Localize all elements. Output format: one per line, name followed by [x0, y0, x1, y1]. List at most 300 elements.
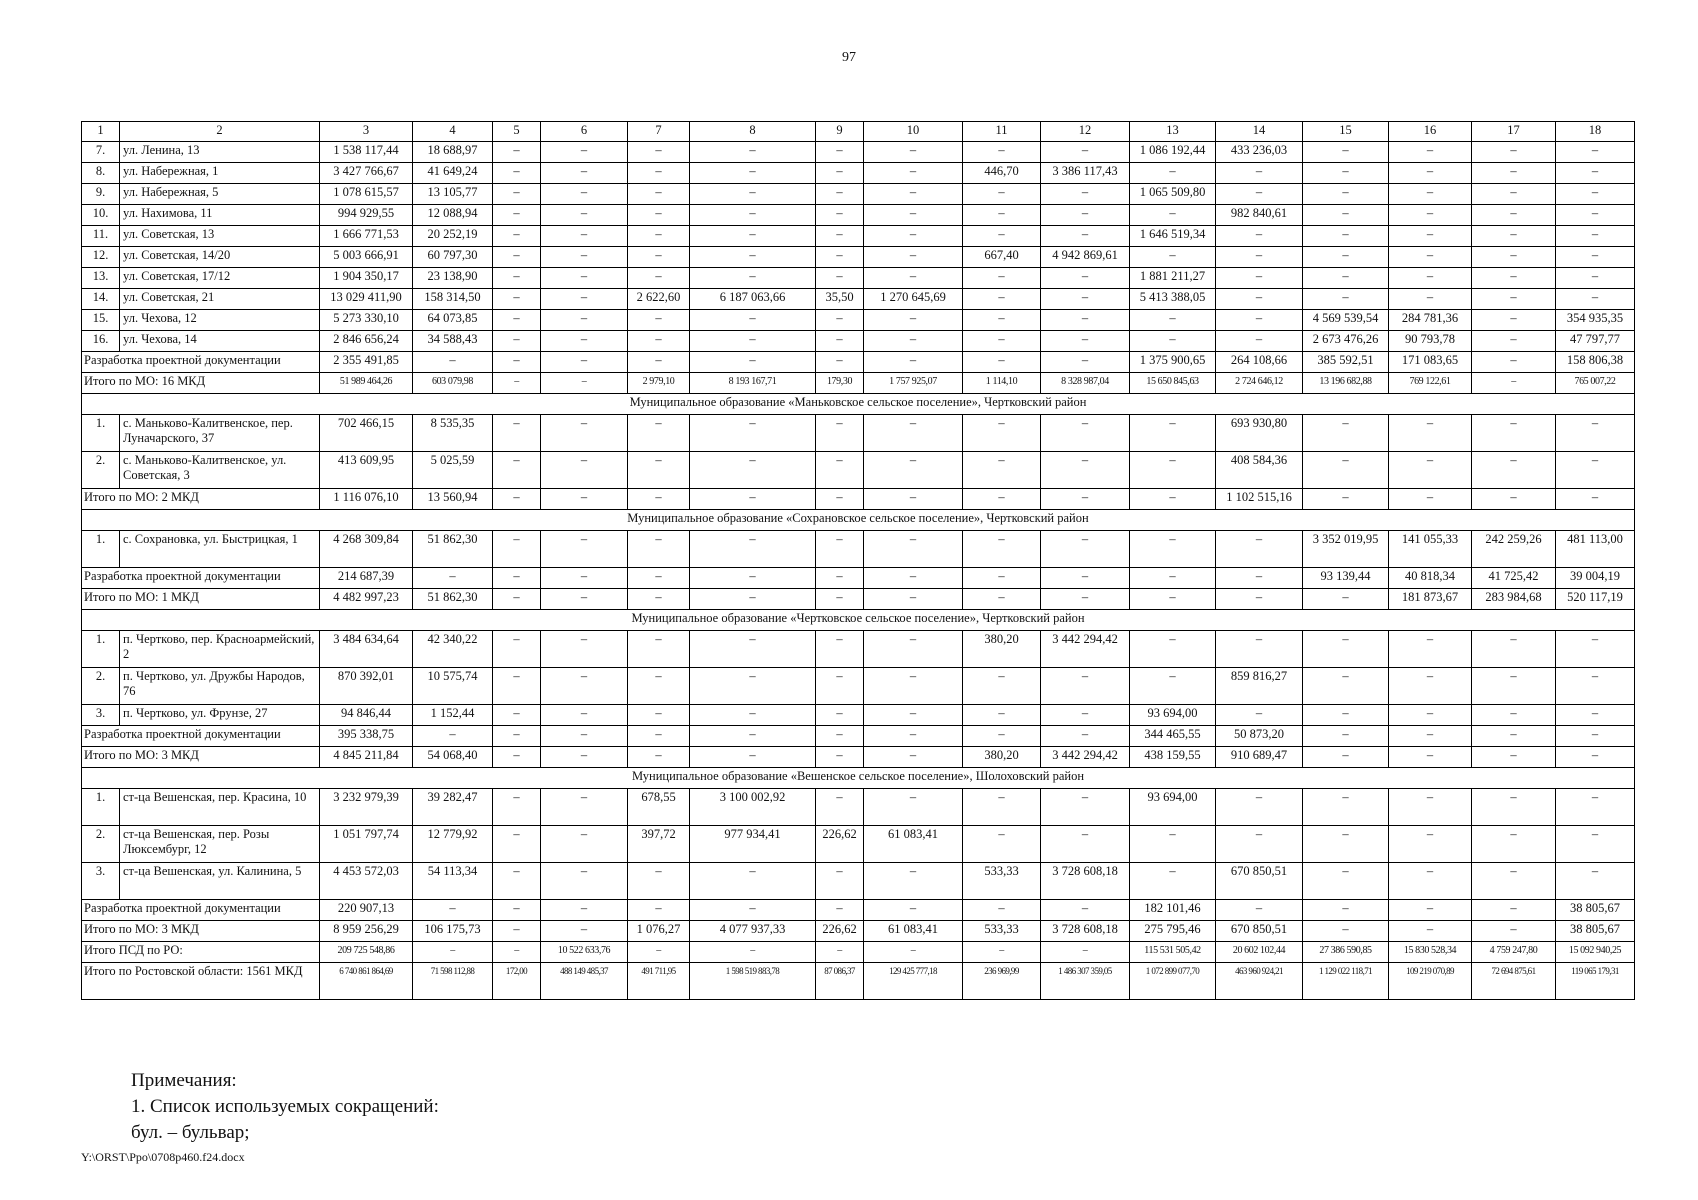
column-number-header: 10	[864, 122, 963, 142]
total-row	[82, 589, 1635, 610]
value-cell: –	[1303, 789, 1389, 826]
column-number-header: 5	[493, 122, 541, 142]
value-cell: 54 068,40	[413, 747, 493, 768]
value-cell: 275 795,46	[1130, 921, 1216, 942]
value-cell: 1 757 925,07	[864, 373, 963, 394]
value-cell: –	[541, 289, 628, 310]
value-cell: –	[1130, 589, 1216, 610]
value-cell: 23 138,90	[413, 268, 493, 289]
address-cell: ул. Советская, 14/20	[120, 247, 320, 268]
value-cell: –	[541, 310, 628, 331]
table-row	[82, 863, 1635, 900]
value-cell: –	[963, 268, 1041, 289]
table-row	[82, 184, 1635, 205]
value-cell: –	[1041, 900, 1130, 921]
value-cell: 27 386 590,85	[1303, 942, 1389, 963]
value-cell: –	[1472, 705, 1556, 726]
total-label: Разработка проектной документации	[82, 900, 320, 921]
section-title: Муниципальное образование «Маньковское сельское поселение», Чертковский район	[82, 394, 1635, 415]
value-cell: 64 073,85	[413, 310, 493, 331]
value-cell: –	[493, 726, 541, 747]
value-cell: –	[1556, 142, 1635, 163]
value-cell: –	[1041, 726, 1130, 747]
value-cell: 106 175,73	[413, 921, 493, 942]
value-cell: –	[1303, 863, 1389, 900]
value-cell: 520 117,19	[1556, 589, 1635, 610]
value-cell: 61 083,41	[864, 921, 963, 942]
value-cell: –	[628, 205, 690, 226]
value-cell: 2 673 476,26	[1303, 331, 1389, 352]
value-cell: –	[963, 289, 1041, 310]
value-cell: –	[1556, 863, 1635, 900]
value-cell: 3 442 294,42	[1041, 631, 1130, 668]
value-cell: –	[493, 531, 541, 568]
value-cell: 1 076,27	[628, 921, 690, 942]
value-cell: –	[816, 310, 864, 331]
column-number-header: 18	[1556, 122, 1635, 142]
value-cell: –	[1216, 331, 1303, 352]
value-cell: –	[963, 310, 1041, 331]
value-cell: –	[690, 900, 816, 921]
value-cell: 380,20	[963, 747, 1041, 768]
value-cell: –	[864, 631, 963, 668]
value-cell: –	[1556, 705, 1635, 726]
value-cell: –	[1216, 568, 1303, 589]
value-cell: –	[963, 942, 1041, 963]
value-cell: –	[628, 726, 690, 747]
value-cell: –	[1041, 589, 1130, 610]
value-cell: 35,50	[816, 289, 864, 310]
value-cell: –	[1216, 900, 1303, 921]
value-cell: 72 694 875,61	[1472, 963, 1556, 1000]
value-cell: 13 196 682,88	[1303, 373, 1389, 394]
total-row	[82, 489, 1635, 510]
value-cell: 408 584,36	[1216, 452, 1303, 489]
value-cell: –	[1130, 415, 1216, 452]
row-number: 2.	[82, 826, 120, 863]
value-cell: 109 219 070,89	[1389, 963, 1472, 1000]
value-cell: 994 929,55	[320, 205, 413, 226]
table-row	[82, 705, 1635, 726]
address-cell: ул. Чехова, 14	[120, 331, 320, 352]
value-cell: –	[628, 589, 690, 610]
address-cell: п. Чертково, ул. Фрунзе, 27	[120, 705, 320, 726]
value-cell: –	[541, 668, 628, 705]
value-cell: –	[541, 789, 628, 826]
value-cell: 395 338,75	[320, 726, 413, 747]
value-cell: 3 442 294,42	[1041, 747, 1130, 768]
value-cell: 380,20	[963, 631, 1041, 668]
value-cell: –	[864, 531, 963, 568]
value-cell: –	[493, 863, 541, 900]
value-cell: –	[1041, 826, 1130, 863]
value-cell: –	[541, 589, 628, 610]
value-cell: –	[864, 226, 963, 247]
value-cell: 1 598 519 883,78	[690, 963, 816, 1000]
address-cell: п. Чертково, пер. Красноармейский, 2	[120, 631, 320, 668]
value-cell: –	[864, 184, 963, 205]
footer-file-path: Y:\ORST\Ppo\0708p460.f24.docx	[81, 1150, 245, 1164]
value-cell: 1 102 515,16	[1216, 489, 1303, 510]
value-cell: 13 560,94	[413, 489, 493, 510]
value-cell: –	[1130, 489, 1216, 510]
value-cell: –	[690, 531, 816, 568]
value-cell: –	[1556, 268, 1635, 289]
row-number: 2.	[82, 452, 120, 489]
value-cell: –	[1389, 289, 1472, 310]
value-cell: –	[1472, 289, 1556, 310]
value-cell: –	[1303, 142, 1389, 163]
value-cell: –	[963, 205, 1041, 226]
value-cell: –	[493, 942, 541, 963]
section-header-row	[82, 394, 1635, 415]
value-cell: –	[864, 310, 963, 331]
value-cell: –	[1303, 826, 1389, 863]
value-cell: –	[1389, 826, 1472, 863]
value-cell: –	[493, 589, 541, 610]
value-cell: 90 793,78	[1389, 331, 1472, 352]
address-cell: ст-ца Вешенская, ул. Калинина, 5	[120, 863, 320, 900]
value-cell: –	[1216, 789, 1303, 826]
value-cell: 4 453 572,03	[320, 863, 413, 900]
value-cell: –	[963, 826, 1041, 863]
value-cell: –	[690, 184, 816, 205]
value-cell: –	[963, 352, 1041, 373]
value-cell: –	[1556, 205, 1635, 226]
total-row	[82, 726, 1635, 747]
value-cell: 94 846,44	[320, 705, 413, 726]
value-cell: 61 083,41	[864, 826, 963, 863]
value-cell: 226,62	[816, 826, 864, 863]
value-cell: 115 531 505,42	[1130, 942, 1216, 963]
value-cell: –	[1216, 289, 1303, 310]
value-cell: 39 282,47	[413, 789, 493, 826]
value-cell: 13 029 411,90	[320, 289, 413, 310]
value-cell: –	[493, 142, 541, 163]
value-cell: –	[541, 373, 628, 394]
total-row	[82, 900, 1635, 921]
value-cell: 181 873,67	[1389, 589, 1472, 610]
value-cell: –	[1041, 268, 1130, 289]
value-cell: 10 522 633,76	[541, 942, 628, 963]
table-row	[82, 226, 1635, 247]
value-cell: –	[493, 826, 541, 863]
section-title: Муниципальное образование «Сохрановское сельское поселение», Чертковский район	[82, 510, 1635, 531]
value-cell: 4 077 937,33	[690, 921, 816, 942]
value-cell: –	[690, 247, 816, 268]
value-cell: –	[1472, 921, 1556, 942]
value-cell: –	[493, 184, 541, 205]
value-cell: –	[816, 452, 864, 489]
value-cell: 8 328 987,04	[1041, 373, 1130, 394]
address-cell: ул. Нахимова, 11	[120, 205, 320, 226]
value-cell: –	[628, 631, 690, 668]
value-cell: 2 979,10	[628, 373, 690, 394]
value-cell: –	[864, 205, 963, 226]
value-cell: –	[541, 489, 628, 510]
value-cell: 4 482 997,23	[320, 589, 413, 610]
value-cell: –	[1041, 942, 1130, 963]
total-row	[82, 352, 1635, 373]
value-cell: –	[1389, 489, 1472, 510]
row-number: 16.	[82, 331, 120, 352]
value-cell: –	[628, 226, 690, 247]
value-cell: 603 079,98	[413, 373, 493, 394]
value-cell: 41 725,42	[1472, 568, 1556, 589]
value-cell: 8 193 167,71	[690, 373, 816, 394]
value-cell: –	[1303, 747, 1389, 768]
row-number: 3.	[82, 863, 120, 900]
value-cell: –	[1472, 668, 1556, 705]
value-cell: –	[864, 452, 963, 489]
total-label: Итого по МО: 16 МКД	[82, 373, 320, 394]
value-cell: 397,72	[628, 826, 690, 863]
value-cell: –	[690, 863, 816, 900]
value-cell: –	[1472, 226, 1556, 247]
notes-line-boulevard: бул. – бульвар;	[131, 1122, 250, 1143]
column-number-header: 4	[413, 122, 493, 142]
value-cell: –	[816, 268, 864, 289]
value-cell: 385 592,51	[1303, 352, 1389, 373]
value-cell: –	[864, 568, 963, 589]
section-title: Муниципальное образование «Вешенское сельское поселение», Шолоховский район	[82, 768, 1635, 789]
value-cell: –	[816, 247, 864, 268]
value-cell: –	[963, 226, 1041, 247]
value-cell: 283 984,68	[1472, 589, 1556, 610]
value-cell: –	[864, 142, 963, 163]
value-cell: –	[1130, 310, 1216, 331]
value-cell: –	[690, 226, 816, 247]
value-cell: 870 392,01	[320, 668, 413, 705]
value-cell: –	[816, 142, 864, 163]
value-cell: –	[1130, 452, 1216, 489]
value-cell: –	[1472, 268, 1556, 289]
value-cell: –	[1130, 247, 1216, 268]
column-number-header-row	[82, 122, 1635, 142]
value-cell: 4 942 869,61	[1041, 247, 1130, 268]
value-cell: 179,30	[816, 373, 864, 394]
value-cell: –	[541, 268, 628, 289]
value-cell: –	[963, 568, 1041, 589]
value-cell: 1 881 211,27	[1130, 268, 1216, 289]
row-number: 8.	[82, 163, 120, 184]
value-cell: –	[1303, 289, 1389, 310]
value-cell: –	[1303, 631, 1389, 668]
value-cell: –	[493, 268, 541, 289]
value-cell: 2 724 646,12	[1216, 373, 1303, 394]
value-cell: 463 960 924,21	[1216, 963, 1303, 1000]
value-cell: 54 113,34	[413, 863, 493, 900]
value-cell: –	[1472, 489, 1556, 510]
value-cell: –	[816, 226, 864, 247]
value-cell: 2 355 491,85	[320, 352, 413, 373]
row-number: 9.	[82, 184, 120, 205]
value-cell: –	[690, 205, 816, 226]
value-cell: –	[628, 452, 690, 489]
value-cell: –	[690, 568, 816, 589]
value-cell: –	[1041, 205, 1130, 226]
value-cell: 702 466,15	[320, 415, 413, 452]
row-number: 14.	[82, 289, 120, 310]
value-cell: 1 051 797,74	[320, 826, 413, 863]
value-cell: –	[963, 705, 1041, 726]
value-cell: –	[541, 184, 628, 205]
value-cell: –	[493, 568, 541, 589]
value-cell: –	[628, 568, 690, 589]
value-cell: –	[1303, 247, 1389, 268]
value-cell: –	[1041, 289, 1130, 310]
value-cell: –	[493, 789, 541, 826]
total-label: Разработка проектной документации	[82, 568, 320, 589]
value-cell: –	[1389, 705, 1472, 726]
value-cell: 12 779,92	[413, 826, 493, 863]
value-cell: –	[864, 747, 963, 768]
value-cell: 4 845 211,84	[320, 747, 413, 768]
value-cell: –	[1041, 142, 1130, 163]
value-cell: –	[864, 163, 963, 184]
value-cell: –	[1216, 226, 1303, 247]
value-cell: –	[1130, 863, 1216, 900]
value-cell: 182 101,46	[1130, 900, 1216, 921]
value-cell: 209 725 548,86	[320, 942, 413, 963]
value-cell: –	[628, 247, 690, 268]
value-cell: 982 840,61	[1216, 205, 1303, 226]
value-cell: –	[541, 747, 628, 768]
value-cell: 20 602 102,44	[1216, 942, 1303, 963]
total-label: Итого ПСД по РО:	[82, 942, 320, 963]
value-cell: –	[690, 310, 816, 331]
value-cell: –	[1216, 310, 1303, 331]
value-cell: –	[816, 631, 864, 668]
row-number: 11.	[82, 226, 120, 247]
value-cell: –	[493, 452, 541, 489]
value-cell: 765 007,22	[1556, 373, 1635, 394]
address-cell: с. Маньково-Калитвенское, ул. Советская, 3	[120, 452, 320, 489]
value-cell: –	[541, 863, 628, 900]
table-row	[82, 789, 1635, 826]
value-cell: –	[816, 415, 864, 452]
value-cell: –	[1303, 452, 1389, 489]
value-cell: –	[628, 415, 690, 452]
value-cell: –	[1041, 489, 1130, 510]
value-cell: –	[1041, 184, 1130, 205]
value-cell: 41 649,24	[413, 163, 493, 184]
value-cell: –	[1216, 531, 1303, 568]
column-number-header: 7	[628, 122, 690, 142]
value-cell: –	[864, 942, 963, 963]
value-cell: 51 862,30	[413, 531, 493, 568]
value-cell: –	[1389, 789, 1472, 826]
value-cell: –	[816, 789, 864, 826]
value-cell: –	[864, 331, 963, 352]
value-cell: –	[963, 184, 1041, 205]
column-number-header: 16	[1389, 122, 1472, 142]
value-cell: –	[493, 631, 541, 668]
value-cell: –	[1041, 668, 1130, 705]
value-cell: 3 728 608,18	[1041, 863, 1130, 900]
table-row	[82, 452, 1635, 489]
value-cell: 533,33	[963, 921, 1041, 942]
value-cell: –	[1472, 863, 1556, 900]
address-cell: ул. Советская, 21	[120, 289, 320, 310]
value-cell: –	[864, 268, 963, 289]
value-cell: –	[1556, 415, 1635, 452]
value-cell: –	[493, 373, 541, 394]
total-row	[82, 568, 1635, 589]
value-cell: –	[1130, 631, 1216, 668]
value-cell: –	[690, 452, 816, 489]
value-cell: –	[1472, 331, 1556, 352]
value-cell: –	[493, 331, 541, 352]
value-cell: –	[816, 331, 864, 352]
value-cell: –	[628, 310, 690, 331]
value-cell: 1 072 899 077,70	[1130, 963, 1216, 1000]
value-cell: –	[493, 668, 541, 705]
value-cell: 220 907,13	[320, 900, 413, 921]
value-cell: –	[1216, 268, 1303, 289]
value-cell: –	[413, 568, 493, 589]
value-cell: 18 688,97	[413, 142, 493, 163]
value-cell: 667,40	[963, 247, 1041, 268]
table-row	[82, 415, 1635, 452]
value-cell: –	[1130, 668, 1216, 705]
value-cell: –	[541, 415, 628, 452]
value-cell: 47 797,77	[1556, 331, 1635, 352]
value-cell: –	[1216, 589, 1303, 610]
table-row	[82, 631, 1635, 668]
value-cell: –	[963, 489, 1041, 510]
value-cell: 5 413 388,05	[1130, 289, 1216, 310]
value-cell: –	[963, 900, 1041, 921]
value-cell: –	[816, 568, 864, 589]
value-cell: –	[816, 942, 864, 963]
value-cell: –	[963, 142, 1041, 163]
value-cell: 1 129 022 118,71	[1303, 963, 1389, 1000]
value-cell: –	[1389, 268, 1472, 289]
value-cell: –	[1389, 226, 1472, 247]
total-row	[82, 747, 1635, 768]
value-cell: 51 989 464,26	[320, 373, 413, 394]
address-cell: ст-ца Вешенская, пер. Розы Люксембург, 12	[120, 826, 320, 863]
value-cell: –	[864, 900, 963, 921]
value-cell: –	[1472, 163, 1556, 184]
value-cell: –	[1556, 226, 1635, 247]
value-cell: –	[1130, 163, 1216, 184]
value-cell: 344 465,55	[1130, 726, 1216, 747]
value-cell: –	[864, 726, 963, 747]
value-cell: –	[690, 726, 816, 747]
value-cell: 71 598 112,88	[413, 963, 493, 1000]
value-cell: 38 805,67	[1556, 900, 1635, 921]
value-cell: –	[1556, 184, 1635, 205]
value-cell: –	[1389, 863, 1472, 900]
value-cell: –	[690, 163, 816, 184]
value-cell: –	[816, 163, 864, 184]
value-cell: –	[1041, 352, 1130, 373]
value-cell: 34 588,43	[413, 331, 493, 352]
value-cell: –	[1389, 142, 1472, 163]
address-cell: с. Маньково-Калитвенское, пер. Луначарского, 37	[120, 415, 320, 452]
value-cell: –	[963, 668, 1041, 705]
value-cell: 12 088,94	[413, 205, 493, 226]
value-cell: –	[1303, 921, 1389, 942]
value-cell: 1 375 900,65	[1130, 352, 1216, 373]
value-cell: –	[1472, 184, 1556, 205]
column-number-header: 14	[1216, 122, 1303, 142]
value-cell: –	[1041, 310, 1130, 331]
value-cell: 40 818,34	[1389, 568, 1472, 589]
row-number: 7.	[82, 142, 120, 163]
